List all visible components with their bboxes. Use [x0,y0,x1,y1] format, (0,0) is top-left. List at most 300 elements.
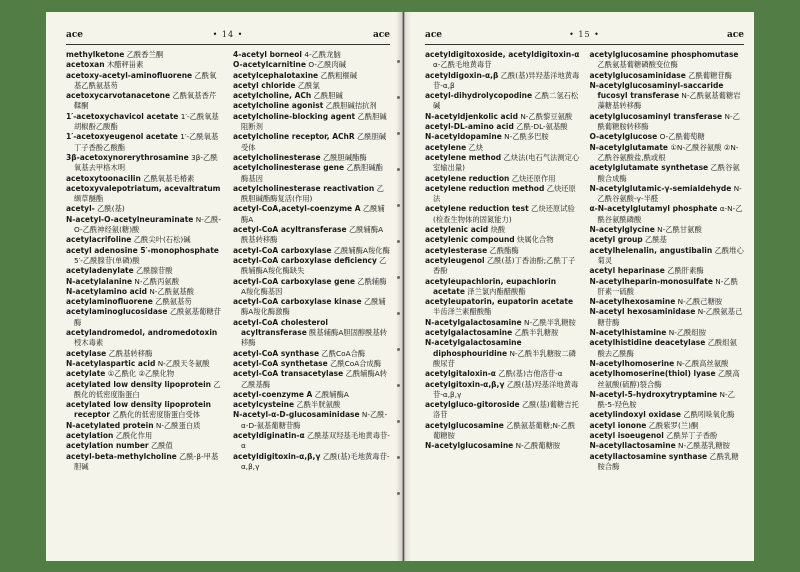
dictionary-entry [425,174,580,184]
entry-gloss: 乙酰氨基葡糖磷酸变位酶 [597,60,678,70]
entry-gloss: 乙炔还原试验(检查生物体的固氮能力) [433,204,575,224]
dictionary-entry [66,184,223,205]
dictionary-entry [233,101,390,111]
dictionary-entry [425,277,580,298]
entry-gloss: N-乙酰谷氨酸-γ-半醛 [597,183,742,204]
entry-term: acetylcholine receptor, AChR [233,132,355,142]
dictionary-entry [590,277,745,298]
entry-gloss: 4-乙酰龙脑 [304,50,341,59]
entry-term: acetylene reduction [425,173,510,183]
entry-gloss: α-乙酰毛地黄毒苷 [433,60,492,70]
entry-term: acetyl isoeugenol [589,430,664,440]
entry-gloss: 3β-乙酰氧基去甲格木明 [74,152,218,173]
entry-gloss: N-乙酰肝素一硫酸 [597,276,738,296]
entry-gloss: 乙酰化的低密度脂蛋白 [74,379,221,399]
entry-gloss: 乙酰高丝氨酸(硫醇)裂合酶 [597,369,740,389]
dictionary-entry [425,71,580,92]
dictionary-entry [233,71,390,81]
binding-hole [397,456,400,459]
entry-gloss: 乙酰组氨酸去乙酰酶 [597,338,737,358]
dictionary-entry [590,410,745,420]
entry-gloss: N-乙酰氨基酸 [149,286,194,296]
dictionary-entry [233,225,390,246]
entry-term: acetylgalactosamine [425,328,513,338]
dictionary-entry [66,441,223,451]
dictionary-entry [425,318,580,328]
dictionary-entry [233,81,390,91]
left-page-column-2 [233,50,390,472]
entry-gloss: 乙酰基双羟基毛地黄毒苷-α [241,430,390,451]
right-page-column-1 [425,50,580,472]
dictionary-entry [233,277,390,298]
dictionary-entry [66,380,223,401]
dictionary-entry [66,71,223,92]
entry-term: methylketone [66,50,125,59]
dictionary-entry [233,400,390,410]
entry-gloss: 乙酰异丁子香酚 [666,430,718,440]
guide-word-left: ace [66,30,84,40]
entry-gloss: 乙酰氯 [297,80,320,90]
entry-gloss: 乙酰辅酶A转乙酰基酶 [241,369,388,389]
entry-term: N-acetylamino acid [66,286,148,296]
entry-gloss: N-乙酰甘氨酸 [657,225,702,235]
dictionary-entry [233,163,390,184]
dictionary-entry [233,390,390,400]
entry-term: acetylcholinesterase reactivation [233,183,375,193]
entry-term: acetyldigitoxin-α,β,γ [233,451,321,461]
dictionary-entry [425,338,580,369]
dictionary-entry [425,153,580,174]
dictionary-entry [590,307,745,328]
dictionary-entry [425,441,580,451]
entry-gloss: 乙酰CoA合成酶 [330,358,382,368]
entry-term: N-acetylglutamate [589,142,669,152]
entry-gloss: 乙酰胆碱酯酶 [322,152,367,162]
guide-word-right: ace [726,30,744,40]
dictionary-entry [66,421,223,431]
entry-term: acetyl-CoA synthetase [233,358,328,368]
entry-term: acetylglucosaminidase [589,70,686,80]
entry-gloss: O-乙酰葡萄糖 [659,132,705,142]
entry-term: acetyleugenol [425,255,485,265]
entry-gloss: 半齿泽兰素醋酸酯 [433,307,492,317]
entry-term: acetoxyvalepotriatum, acevaltratum [66,183,221,193]
dictionary-entry [66,50,223,60]
guide-word-left: ace [425,30,443,40]
entry-term: acetoxy-acetyl-aminofluorene [66,70,193,80]
header-rule [425,44,744,45]
entry-gloss: 乙酰葡糖苷酶 [688,70,732,80]
entry-term: acetylandromedol, andromedotoxin [66,328,218,338]
dictionary-entry [66,153,223,174]
dictionary-entry [590,328,745,338]
entry-term: acetylene method [425,152,502,162]
entry-term: N-acetylhomoserine [589,358,675,368]
entry-term: acetylcephalotaxine [233,70,319,80]
left-page [46,12,403,561]
entry-gloss: N-乙酰多巴胺 [504,132,549,142]
entry-term: acetylation [66,430,114,440]
entry-term: acetylacrifoline [66,235,132,245]
entry-gloss: N-乙酰高丝氨酸 [676,358,729,368]
entry-gloss: 5′-乙酰腺苷(单磷)酸 [74,255,140,265]
dictionary-entry [233,204,390,225]
entry-gloss: N-乙酰丙氨酸 [134,276,179,286]
dictionary-entry [590,143,745,164]
dictionary-entry [66,400,223,421]
entry-gloss: 乙酰谷氨酸合成酶 [597,163,740,183]
dictionary-entry [233,359,390,369]
entry-term: acetyldigoxin-α,β [425,70,499,80]
entry-term: acetylcholinesterase [233,152,321,162]
binding-hole [397,204,400,207]
entry-gloss: 缬草醚酯 [74,194,104,204]
entry-term: acetylgluco-gitoroside [425,400,520,410]
dictionary-entry [425,400,580,421]
dictionary-entry [425,369,580,379]
entry-term: acetyllactosamine synthase [589,451,708,461]
dictionary-entry [425,132,580,142]
entry-gloss: 梫木毒素 [74,338,104,348]
entry-gloss: 炔酸 [490,225,506,235]
entry-gloss: N-乙酰葡糖胺转移酶 [597,111,740,132]
entry-gloss: 炔属化合物 [517,235,554,245]
dictionary-entry [590,297,745,307]
dictionary-entry [590,390,745,411]
entry-gloss: N-乙酰半乳糖胺 [523,317,576,327]
dictionary-entry [590,431,745,441]
dictionary-entry [66,359,223,369]
dictionary-entry [233,452,390,473]
dictionary-entry [233,256,390,277]
dictionary-entry [590,71,745,81]
dictionary-entry [66,287,223,297]
entry-gloss: 乙酰氨基葡糖;N-乙酰葡糖胺 [433,420,576,440]
dictionary-entry [233,153,390,163]
binding-hole [397,492,400,495]
dictionary-entry [66,349,223,359]
dictionary-entry [590,359,745,369]
entry-gloss: 乙炔 [468,142,484,152]
entry-term: acetylglucosamine [425,420,504,430]
entry-term: N-acetylhistamine [589,328,667,338]
entry-term: acetylhistidine deacetylase [589,338,706,348]
entry-gloss: 乙酰粗榧碱 [320,70,357,80]
entry-gloss: 乙酰辅酶A [241,204,385,224]
dictionary-entry [425,256,580,277]
entry-term: N-acetylglutamic-γ-semialdehyde [589,183,732,193]
entry-term: acetylene reduction test [425,204,529,214]
entry-gloss: ①乙酰化 ②乙酰化物 [107,369,175,379]
entry-term: N-acetylglycine [589,225,655,235]
guide-word-right: ace [372,30,390,40]
entry-gloss: 乙酰(基)丁香油酚;乙酰丁子香酚 [433,255,576,276]
entry-term: acetyl adenosine 5′-monophosphate [66,245,219,255]
entry-term: acetyl-DL-amino acid [425,122,514,132]
dictionary-entry [590,246,745,267]
dictionary-entry [590,81,745,112]
dictionary-entry [233,318,390,349]
entry-term: acetyleupatorin, eupatorin acetate [425,297,574,307]
dictionary-entry [590,452,745,473]
entry-term: acetylene reduction method [425,183,545,193]
entry-term: acetylgitoxin-α,β,γ [425,379,505,389]
dictionary-entry [66,204,223,214]
entry-gloss: 乙酰氨基芴 [155,297,192,307]
entry-gloss: 1′-乙酰氧基胡椒酚乙酸酯 [74,111,219,132]
dictionary-entry [590,421,745,431]
entry-gloss: 乙酰氧基毛椿素 [143,173,195,183]
entry-gloss: 乙酰胆碱拮抗剂 [325,101,377,111]
entry-gloss: 乙炔还原法 [433,183,576,204]
dictionary-entry [233,246,390,256]
entry-term: acetyl-CoA acyltransferase [233,225,347,235]
dictionary-entry [590,163,745,184]
entry-gloss: 乙酰胆碱受体 [241,132,387,152]
dictionary-entry [66,328,223,349]
entry-term: acetylcholine-blocking agent [233,111,356,121]
dictionary-entry [590,184,745,205]
entry-term: N-acetylalanine [66,276,133,286]
dictionary-entry [590,266,745,276]
entry-gloss: N-乙酰己糖胺 [677,297,723,307]
entry-term: acetyladenylate [66,266,134,276]
entry-gloss: 乙酰辅酶A羧化酶激酶 [241,297,386,317]
dictionary-entry [66,307,223,328]
entry-term: acetoxytoonacilin [66,173,141,183]
entry-gloss: 乙酰胆碱 [313,91,343,101]
entry-term: acetylgitaloxin-α [425,369,496,379]
entry-term: N-acetyl hexosaminidase [589,307,696,317]
right-page-column-2 [590,50,745,472]
entry-term: acetylaminofluorene [66,297,153,307]
entry-gloss: 乙酰氧基香芹鞣酮 [74,91,217,111]
entry-gloss: 乙酰(基)毛地黄毒苷-α,β,γ [241,451,390,471]
entry-term: acetyl- [66,204,95,214]
entry-term: acetylhomoserine(thiol) lyase [589,369,716,379]
page-number: • 15 • [569,30,600,39]
dictionary-entry [590,204,745,225]
entry-term: N-acetylaspartic acid [66,358,156,368]
dictionary-entry [425,91,580,112]
entry-term: N-acetylglucosamine [425,441,514,451]
entry-term: acetylated low density lipoprotein receptor [66,400,211,420]
dictionary-entry [233,431,390,452]
entry-gloss: 乙酰基转移酶 [108,348,153,358]
entry-gloss: N-乙酰-α-D-氨基葡糖苷酶 [241,410,388,430]
entry-gloss: 乙酰(基)羟基洋地黄毒苷-α,β,γ [433,379,579,399]
left-page-column-1 [66,50,223,472]
entry-term: acetylation number [66,441,149,451]
dictionary-entry [66,112,223,133]
binding-hole [397,384,400,387]
entry-gloss: 乙酰化作用 [115,430,153,440]
dictionary-entry [66,246,223,267]
entry-term: acetyl-CoA carboxylase gene [233,276,355,286]
dictionary-entry [66,174,223,184]
entry-gloss: 乙酰吲哚氧化酶 [683,410,735,420]
entry-term: acetylglucosamine phosphomutase [589,50,739,59]
entry-term: acetylesterase [425,245,488,255]
entry-term: 4-acetyl borneol [233,50,302,59]
entry-term: N-acetyllactosamine [589,441,676,451]
entry-gloss: 乙酰-DL-氨基酸 [516,122,568,132]
dictionary-entry [233,91,390,101]
entry-term: acetyl-beta-methylcholine [66,451,177,461]
entry-term: acetyl chloride [233,80,296,90]
binding-hole [397,276,400,279]
dictionary-entry [66,235,223,245]
entry-term: acetoxan [66,60,105,70]
entry-term: acetyl-CoA synthase [233,348,320,358]
dictionary-entry [425,235,580,245]
entry-gloss: N-乙酰组胺 [668,328,707,338]
entry-gloss: 酰基辅酶A胆固醇酰基转移酶 [241,328,388,348]
dictionary-entry [66,60,223,70]
entry-term: α-N-acetylglutamyl phosphate [589,204,718,214]
entry-gloss: N-乙酰基乳糖胺 [678,441,730,451]
entry-gloss: 乙酰香兰酮 [126,50,164,59]
dictionary-entry [233,349,390,359]
entry-term: N-acetylhexosamine [589,297,676,307]
entry-gloss: N-乙酰氨基己糖苷酶 [597,307,743,327]
dictionary-entry [425,50,580,71]
entry-gloss: 1′-乙酰氧基丁子香酚乙酸酯 [74,132,219,152]
page-header [66,29,390,41]
entry-term: acetyl-coenzyme A [233,389,313,399]
dictionary-entry [590,132,745,142]
entry-gloss: N-乙酰-O-乙酰神经氨(糖)酸 [74,214,222,235]
entry-term: N-acetylheparin-monosulfate [589,276,713,286]
entry-gloss: 乙酰(基)葡糖吉托洛苷 [433,400,579,420]
dictionary-entry [233,132,390,153]
entry-term: acetyl-dihydrolycopodine [425,91,533,101]
entry-term: N-acetyl-α-D-glucosaminidase [233,410,360,420]
entry-term: acetylated low density lipoprotein [66,379,211,389]
entry-term: acetyl-CoA transacetylase [233,369,344,379]
entry-term: acetyl-CoA cholesterol acyltransferase [233,317,328,338]
dictionary-entry [66,132,223,153]
dictionary-entry [590,441,745,451]
binding-holes [394,60,402,528]
entry-gloss: 乙酰半乳糖胺 [514,328,559,338]
binding-hole [397,60,400,63]
entry-gloss: 乙酰尖叶(石松)碱 [133,235,191,245]
entry-gloss: 乙酰胆碱酯酶复活(作用) [241,183,384,204]
dictionary-entry [425,122,580,132]
entry-gloss: 泽兰氯内酯醋酸酯 [467,286,526,296]
binding-hole [397,240,400,243]
entry-term: N-acetylgalactosamine [425,317,522,327]
right-page [404,12,754,561]
binding-hole [397,312,400,315]
binding-hole [397,132,400,135]
binding-hole [397,168,400,171]
dictionary-entry [590,338,745,359]
entry-term: O-acetylglucose [589,132,658,142]
entry-term: N-acetylated protein [66,420,154,430]
dictionary-entry [66,431,223,441]
dictionary-entry [590,235,745,245]
dictionary-entry [590,50,745,71]
entry-gloss: 乙酰胆碱阻断剂 [241,111,387,132]
binding-hole [397,96,400,99]
dictionary-entry [425,328,580,338]
entry-gloss: 乙酰化的低密度脂蛋白受体 [112,410,201,420]
entry-term: acetyldiginatin-α [233,430,305,440]
entry-term: acetylaminoglucosidase [66,307,168,317]
entry-gloss: 乙酰辅酶A羧化酶基因 [241,276,387,296]
entry-gloss: 乙酰氨基葡糖苷酶 [74,307,221,327]
dictionary-entry [66,215,223,236]
entry-term: 1′-acetoxychavicol acetate [66,111,179,121]
entry-gloss: 乙酰二氢石松碱 [433,91,579,111]
entry-gloss: 乙酰腺苷酸 [136,266,173,276]
entry-term: N-acetyldjenkolic acid [425,111,518,121]
entry-term: acetylase [66,348,107,358]
dictionary-entry [590,225,745,235]
dictionary-entry [425,143,580,153]
entry-term: N-acetyldopamine [425,132,502,142]
entry-gloss: 乙酰辅酶A酰基转移酶 [241,225,384,245]
entry-term: acetyl-CoA carboxylase kinase [233,297,362,307]
entry-gloss: N-乙酰-5-羟色胺 [597,389,735,410]
entry-gloss: O-乙酰肉碱 [308,60,347,70]
entry-gloss: 乙酰值 [150,441,173,451]
entry-gloss: 木醋秤甾素 [106,60,144,70]
dictionary-entry [233,297,390,318]
page-number: • 14 • [212,30,244,39]
entry-gloss: 乙炔法(电石气法测定心室输出量) [433,152,580,173]
entry-term: acetylene [425,142,467,152]
dictionary-entry [233,60,390,70]
entry-gloss: 乙炔还原作用 [511,173,556,183]
entry-gloss: 乙酰酯酶 [489,245,519,255]
entry-term: acetyl-CoA,acetyl-coenzyme A [233,204,361,214]
entry-term: acetyleupachlorin, eupachlorin acetate [425,276,557,296]
entry-gloss: 乙酰乳糖胺合酶 [597,451,739,471]
entry-gloss: α-N-乙酰谷氨酰磷酸 [597,204,743,224]
entry-term: acetylglutamate synthetase [589,163,709,173]
binding-hole [397,420,400,423]
entry-term: N-acetyl-5-hydroxytryptamine [589,389,718,399]
entry-gloss: N-乙酰氨基葡糖岩藻糖基转移酶 [597,91,741,111]
dictionary-entry [425,184,580,205]
entry-term: acetylhelenalin, angustibalin [589,245,713,255]
dictionary-entry [66,297,223,307]
entry-term: acetylindoxyl oxidase [589,410,682,420]
entry-term: acetyl group [589,235,643,245]
entry-term: acetylenic compound [425,235,515,245]
entry-term: acetoxycarvotanacetone [66,91,171,101]
entry-gloss: 乙酰辅酶A [314,389,349,399]
dictionary-entry [66,277,223,287]
entry-term: acetyl heparinase [589,266,665,276]
entry-gloss: 乙酰(基)吉他洛苷-α [498,369,563,379]
dictionary-entry [425,204,580,225]
binding-hole [397,348,400,351]
dictionary-entry [233,369,390,390]
entry-term: N-acetylglucosaminyl-saccaride fucosyl transferase [589,80,724,101]
entry-gloss: 乙酰-β-甲基胆碱 [74,451,219,471]
dictionary-entry [425,297,580,318]
entry-term: 1′-acetoxyeugenol acetate [66,132,178,142]
dictionary-entry [66,91,223,112]
entry-term: N-acetyl-O-acetylneuraminate [66,214,194,224]
entry-term: 3β-acetoxynorerythrosamine [66,152,189,162]
dictionary-entry [425,112,580,122]
entry-gloss: N-乙酰蛋白质 [155,420,201,430]
